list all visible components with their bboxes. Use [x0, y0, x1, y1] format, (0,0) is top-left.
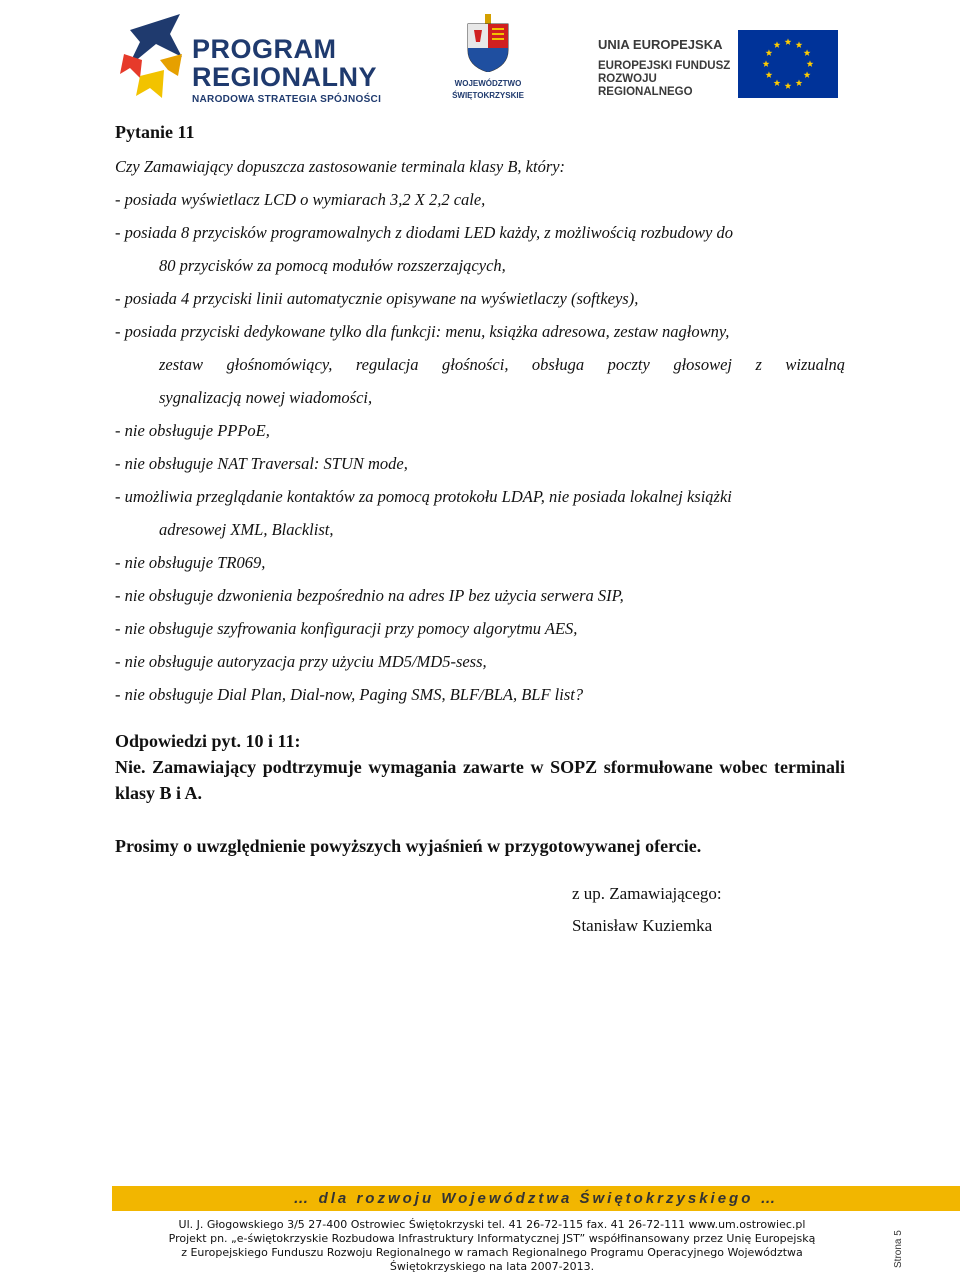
eu-text: [598, 38, 733, 99]
question-line: - nie obsługuje szyfrowania konfiguracji przy pomocy algorytmu AES,: [115, 619, 578, 638]
footer-address: [112, 1218, 872, 1274]
question-line: - posiada przyciski dedykowane tylko dla funkcji: menu, książka adresowa, zestaw nagłowny,: [115, 322, 730, 341]
footer-line: Ul. J. Głogowskiego 3/5 27-400 Ostrowiec Świętokrzyski tel. 41 26-72-115 fax. 41 26-72-111 www.um.ostrowiec.pl: [178, 1218, 806, 1231]
question-line: - nie obsługuje NAT Traversal: STUN mode,: [115, 454, 408, 473]
question-line: - nie obsługuje TR069,: [115, 553, 266, 572]
question-line: - nie obsługuje PPPoE,: [115, 421, 270, 440]
answer-body: Nie. Zamawiający podtrzymuje wymagania zawarte w SOPZ sformułowane wobec terminali klasy B i A.: [115, 757, 845, 803]
document-body: [115, 119, 845, 859]
answer-heading: Odpowiedzi pyt. 10 i 11:: [115, 731, 301, 751]
question-line: 80 przycisków za pomocą modułów rozszerzających,: [159, 256, 506, 275]
signature-name: Stanisław Kuziemka: [572, 916, 713, 935]
eu-fund-label-1: EUROPEJSKI FUNDUSZ: [598, 60, 731, 72]
signature-line-1: z up. Zamawiającego:: [572, 884, 722, 903]
page-header: [0, 0, 960, 110]
coat-of-arms-icon: [466, 14, 510, 72]
question-title: Pytanie 11: [115, 122, 195, 142]
question-line: - posiada 8 przycisków programowalnych z diodami LED każdy, z możliwością rozbudowy do: [115, 223, 733, 242]
question-line: - umożliwia przeglądanie kontaktów za pomocą protokołu LDAP, nie posiada lokalnej książki: [115, 487, 732, 506]
question-line: sygnalizacją nowej wiadomości,: [159, 388, 373, 407]
question-line: - posiada 4 przyciski linii automatycznie opisywane na wyświetlaczy (softkeys),: [115, 289, 639, 308]
footer-line: Projekt pn. „e-świętokrzyskie Rozbudowa Infrastruktury Informatycznej JST” współfinansowany przez Unię Europejską: [168, 1232, 816, 1245]
footer-banner: … dla rozwoju Województwa Świętokrzyskiego …: [112, 1186, 960, 1211]
footer-line: z Europejskiego Funduszu Rozwoju Regionalnego w ramach Regionalnego Programu Operacyjnego Województwa: [181, 1246, 803, 1259]
page-number: Strona 5: [893, 1230, 904, 1268]
program-subtitle: NARODOWA STRATEGIA SPÓJNOŚCI: [192, 94, 382, 105]
program-title-line2: REGIONALNY: [192, 62, 378, 92]
question-line: adresowej XML, Blacklist,: [159, 520, 334, 539]
question-line: - nie obsługuje dzwonienia bezpośrednio na adres IP bez użycia serwera SIP,: [115, 586, 624, 605]
question-line: zestaw głośnomówiący, regulacja głośności, obsługa poczty głosowej z wizualną: [159, 355, 845, 374]
star-swoosh-icon: [120, 12, 190, 102]
eu-union-label: UNIA EUROPEJSKA: [598, 37, 723, 52]
program-title-line1: PROGRAM: [192, 34, 337, 64]
question-line: - posiada wyświetlacz LCD o wymiarach 3,2 X 2,2 cale,: [115, 190, 486, 209]
eu-flag-icon: [738, 30, 838, 98]
footer-line: Świętokrzyskiego na lata 2007-2013.: [389, 1260, 595, 1273]
eu-logo: [598, 38, 840, 100]
wojewodztwo-label-1: WOJEWÓDZTWO: [454, 79, 522, 88]
program-regionalny-logo: [120, 12, 420, 105]
eu-fund-label-2: ROZWOJU REGIONALNEGO: [598, 73, 693, 98]
wojewodztwo-logo: [443, 14, 533, 104]
wojewodztwo-label-2: ŚWIĘTOKRZYSKIE: [452, 91, 524, 100]
question-line: - nie obsługuje autoryzacja przy użyciu MD5/MD5-sess,: [115, 652, 487, 671]
closing-request: Prosimy o uwzględnienie powyższych wyjaśnień w przygotowywanej ofercie.: [115, 836, 702, 856]
question-line: - nie obsługuje Dial Plan, Dial-now, Paging SMS, BLF/BLA, BLF list?: [115, 685, 584, 704]
question-line: Czy Zamawiający dopuszcza zastosowanie terminala klasy B, który:: [115, 157, 566, 176]
